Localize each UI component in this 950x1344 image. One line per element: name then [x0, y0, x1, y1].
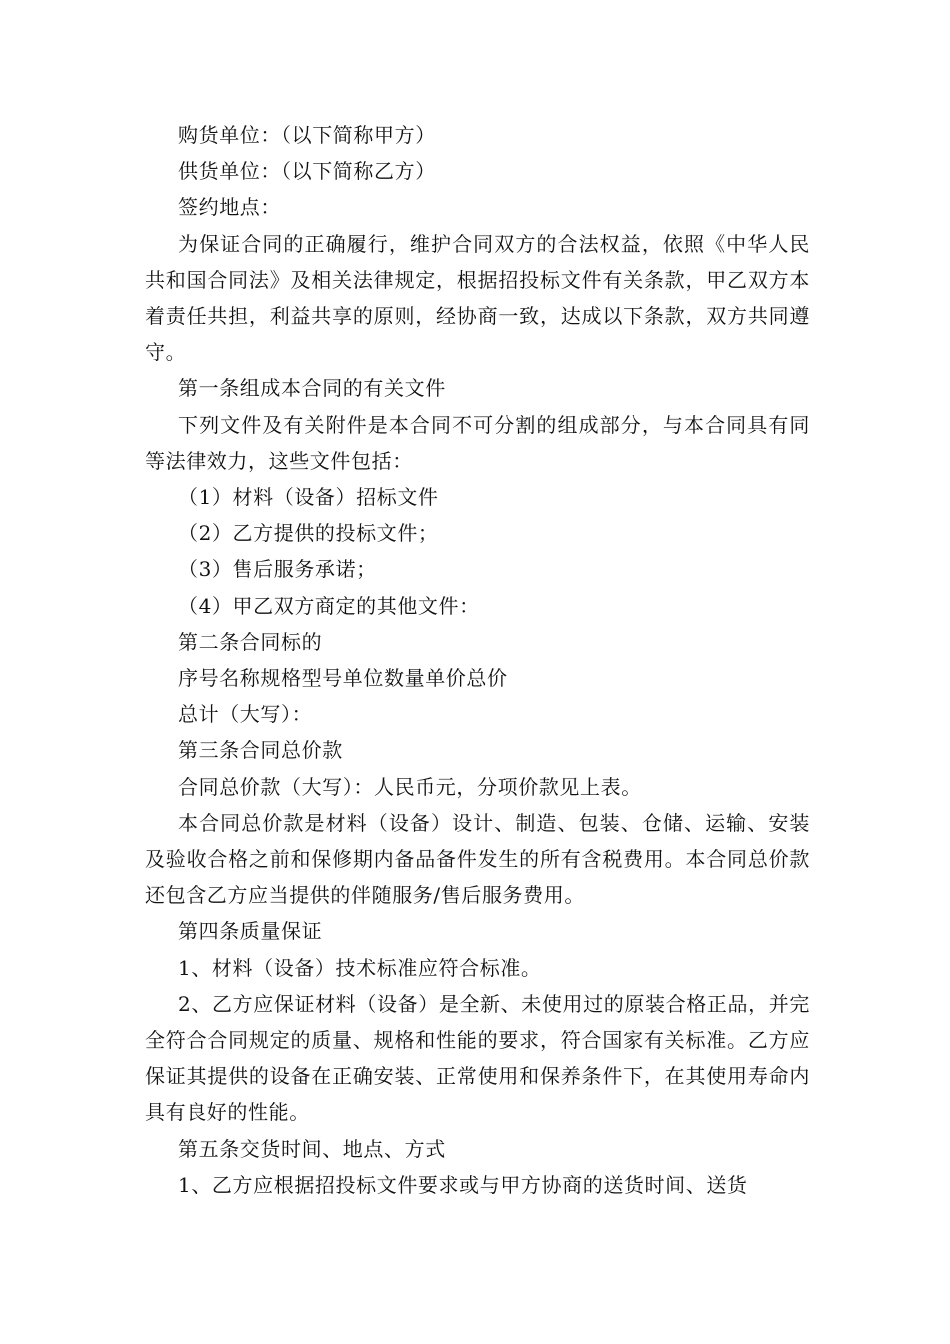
article-5-heading: 第五条交货时间、地点、方式: [178, 1136, 446, 1161]
article-1-body: 下列文件及有关附件是本合同不可分割的组成部分，与本合同具有同等法律效力，这些文件包括：: [145, 412, 810, 473]
quality-item-1: 1、材料（设备）技术标准应符合标准。: [178, 955, 542, 980]
document-item-3: （3）售后服务承诺；: [178, 557, 377, 582]
document-item-2: （2）乙方提供的投标文件；: [178, 521, 439, 546]
article-4-heading: 第四条质量保证: [178, 919, 323, 944]
contract-document: [145, 117, 810, 1203]
contract-price-line: 合同总价款（大写）：人民币元，分项价款见上表。: [178, 774, 642, 799]
total-line: 总计（大写）：: [178, 702, 313, 727]
delivery-item-1: 1、乙方应根据招投标文件要求或与甲方协商的送货时间、送货: [178, 1172, 748, 1197]
price-scope-paragraph: 本合同总价款是材料（设备）设计、制造、包装、仓储、运输、安装及验收合格之前和保修期内备品备件发生的所有含税费用。本合同总价款还包含乙方应当提供的伴随服务/售后服务费用。: [145, 810, 810, 908]
document-item-4: （4）甲乙双方商定的其他文件：: [178, 593, 480, 618]
supplier-line: 供货单位：（以下简称乙方）: [178, 159, 436, 184]
article-2-heading: 第二条合同标的: [178, 629, 323, 654]
buyer-line: 购货单位：（以下简称甲方）: [178, 123, 436, 147]
quality-item-2: 2、乙方应保证材料（设备）是全新、未使用过的原装合格正品，并完全符合合同规定的质量、规格和性能的要求，符合国家有关标准。乙方应保证其提供的设备在正确安装、正常使用和保养条件下，在其使用寿命内具有良好的性能。: [145, 991, 810, 1125]
preamble-paragraph: 为保证合同的正确履行，维护合同双方的合法权益，依照《中华人民共和国合同法》及相关法律规定，根据招投标文件有关条款，甲乙双方本着责任共担，利益共享的原则，经协商一致，达成以下条款，双方共同遵守。: [145, 231, 810, 365]
article-3-heading: 第三条合同总价款: [178, 738, 343, 763]
document-item-1: （1）材料（设备）招标文件: [178, 485, 439, 510]
signing-place-line: 签约地点：: [178, 195, 281, 220]
article-1-heading: 第一条组成本合同的有关文件: [178, 376, 446, 401]
item-table-header-line: 序号名称规格型号单位数量单价总价: [178, 666, 508, 691]
